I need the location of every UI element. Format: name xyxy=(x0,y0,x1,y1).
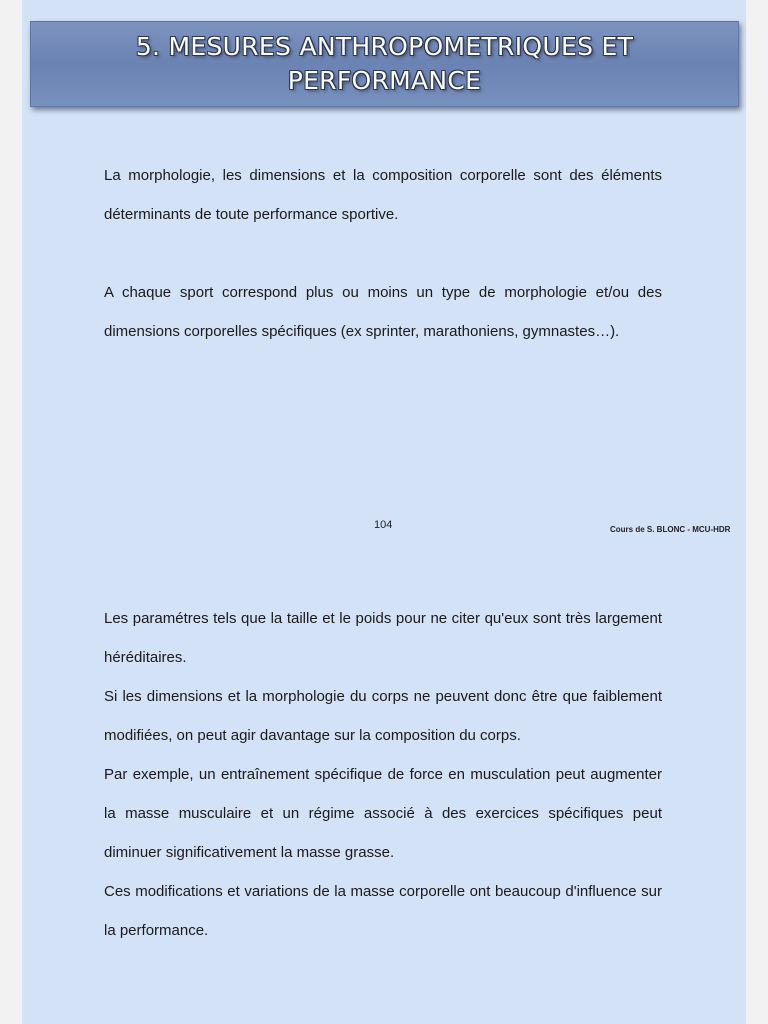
bottom-text-section xyxy=(104,599,662,950)
paragraph-morphology: La morphologie, les dimensions et la composition corporelle sont des éléments déterminants de toute performance sportive. xyxy=(104,167,662,223)
paragraph-body-composition: Si les dimensions et la morphologie du corps ne peuvent donc être que faiblement modifiées, on peut agir davantage sur la composition du corps. xyxy=(104,688,662,744)
paragraph-heredity: Les paramétres tels que la taille et le poids pour ne citer qu'eux sont très largement héréditaires. xyxy=(104,610,662,666)
footer-credit: Cours de S. BLONC - MCU-HDR xyxy=(610,525,731,534)
document-page xyxy=(22,0,746,1024)
page-title xyxy=(136,30,633,98)
title-banner xyxy=(30,21,739,107)
page-title-line-2: PERFORMANCE xyxy=(287,66,482,95)
paragraph-training-example: Par exemple, un entraînement spécifique de force en musculation peut augmenter la masse musculaire et un régime associé à des exercices spécifiques peut diminuer significativement la masse grasse. xyxy=(104,766,662,861)
page-number: 104 xyxy=(374,519,393,531)
paragraph-sport-morphology: A chaque sport correspond plus ou moins un type de morphologie et/ou des dimensions corporelles spécifiques (ex sprinter, marathoniens, gymnastes…). xyxy=(104,284,662,340)
paragraph-performance-influence: Ces modifications et variations de la masse corporelle ont beaucoup d'influence sur la performance. xyxy=(104,883,662,939)
page-title-line-1: 5. MESURES ANTHROPOMETRIQUES ET xyxy=(135,32,634,61)
